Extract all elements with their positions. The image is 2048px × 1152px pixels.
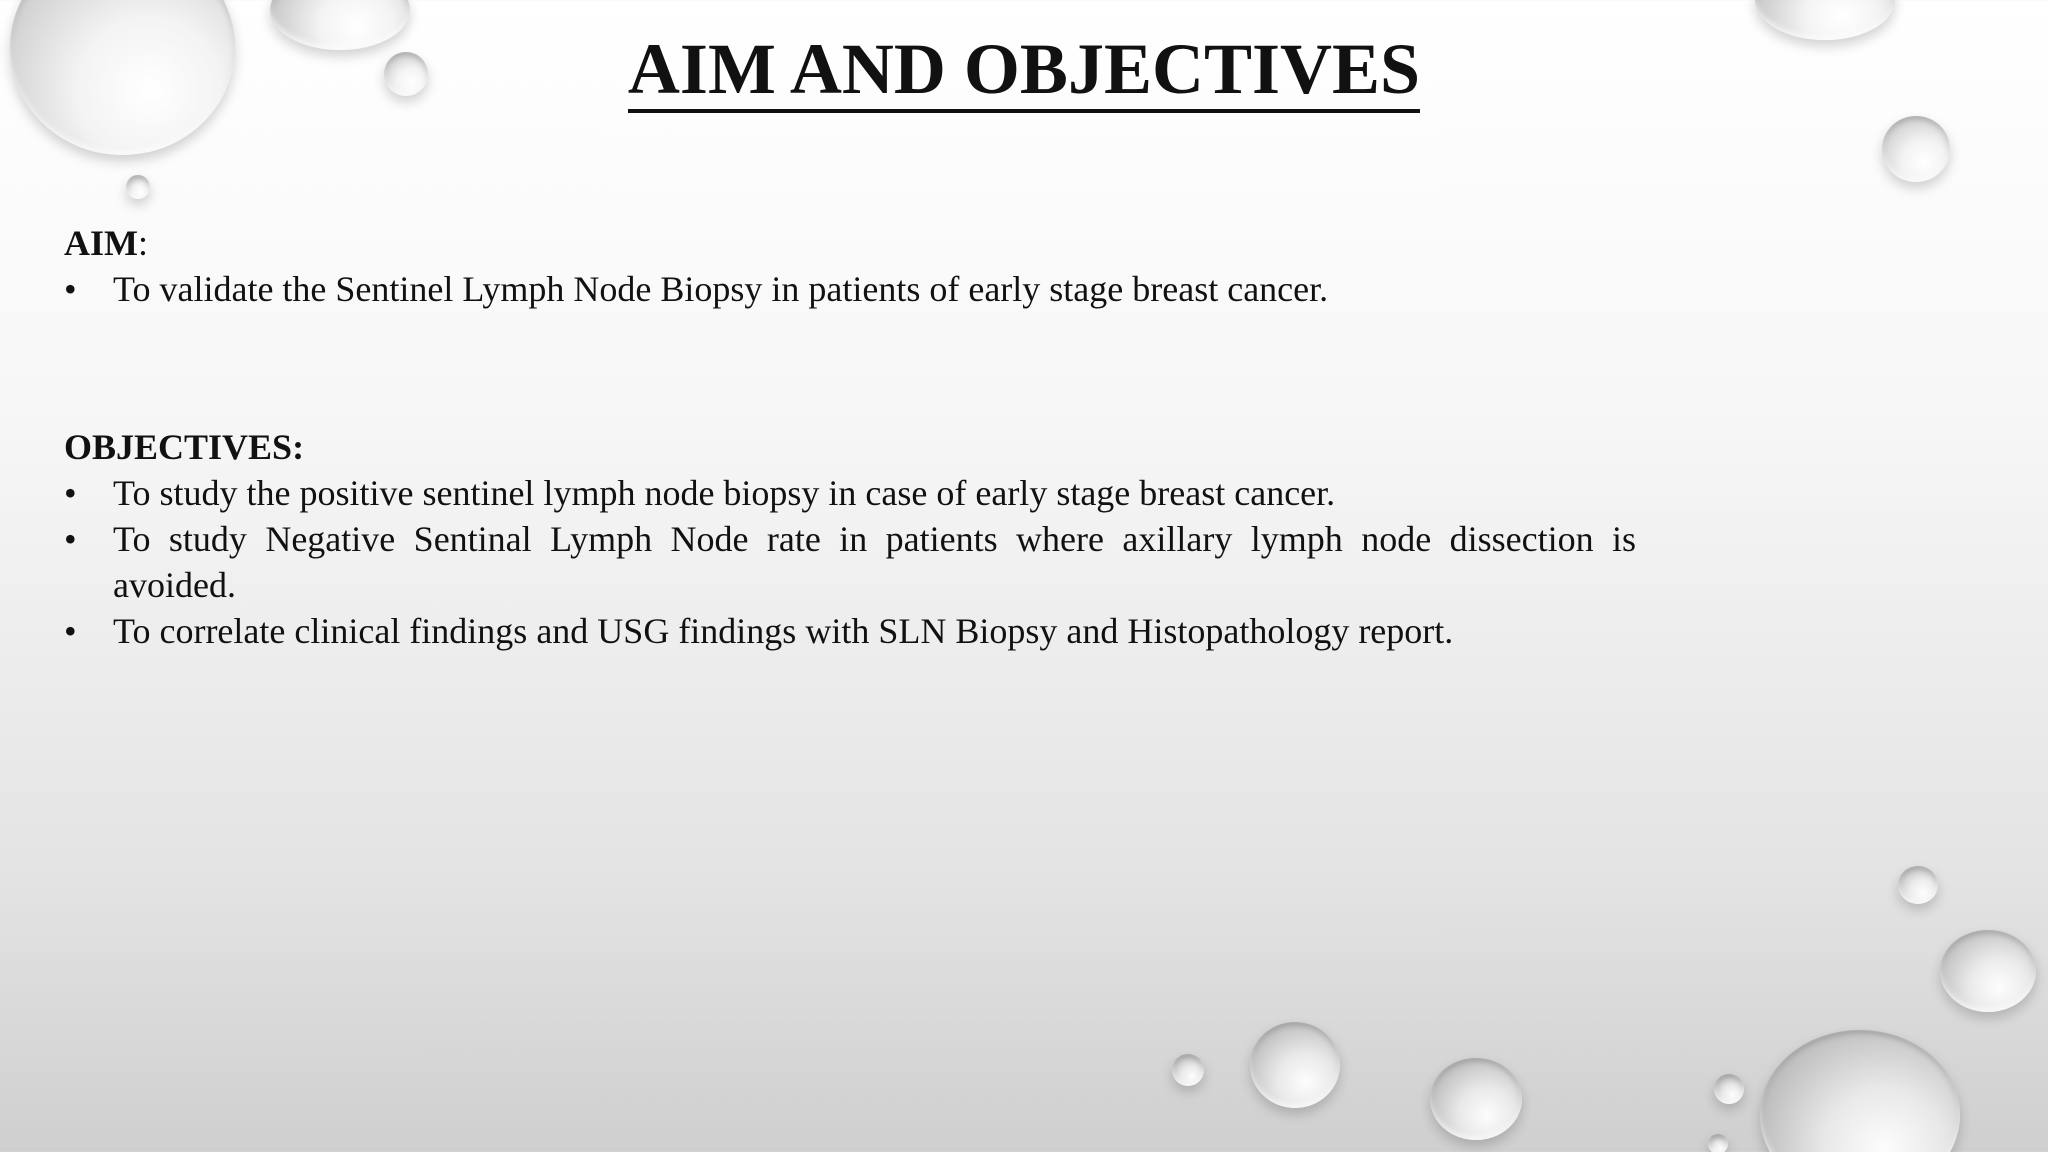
water-drop-decoration bbox=[1430, 1058, 1522, 1140]
aim-item-text: To validate the Sentinel Lymph Node Biopsy in patients of early stage breast cancer. bbox=[113, 269, 1329, 309]
aim-item bbox=[64, 266, 1636, 312]
aim-list bbox=[64, 266, 1636, 312]
water-drop-decoration bbox=[1898, 866, 1938, 904]
water-drop-decoration bbox=[1940, 930, 2036, 1012]
water-drop-decoration bbox=[126, 175, 150, 199]
objectives-list bbox=[64, 470, 1636, 654]
objective-item bbox=[64, 608, 1636, 654]
objective-item bbox=[64, 470, 1636, 516]
bullet-icon: • bbox=[64, 519, 77, 559]
aim-heading-colon: : bbox=[138, 223, 149, 263]
objective-item bbox=[64, 516, 1636, 608]
water-drop-decoration bbox=[1250, 1022, 1340, 1108]
water-drop-decoration bbox=[1172, 1054, 1204, 1086]
aim-heading-label: AIM bbox=[64, 223, 138, 263]
bullet-icon: • bbox=[64, 473, 77, 513]
water-drop-decoration bbox=[1760, 1030, 1960, 1152]
bullet-icon: • bbox=[64, 269, 77, 309]
objectives-heading: OBJECTIVES: bbox=[64, 427, 305, 467]
water-drop-decoration bbox=[1708, 1134, 1728, 1152]
water-drop-decoration bbox=[1882, 116, 1950, 182]
bullet-icon: • bbox=[64, 611, 77, 651]
objective-item-text: To study Negative Sentinal Lymph Node rate in patients where axillary lymph node dissection is avoided. bbox=[113, 519, 1636, 605]
slide-title-text: AIM AND OBJECTIVES bbox=[628, 29, 1420, 113]
slide-title bbox=[0, 29, 2048, 109]
water-drop-decoration bbox=[1714, 1074, 1744, 1104]
objective-item-text: To study the positive sentinel lymph node biopsy in case of early stage breast cancer. bbox=[113, 473, 1336, 513]
objective-item-text: To correlate clinical findings and USG findings with SLN Biopsy and Histopathology report. bbox=[113, 611, 1454, 651]
slide-body bbox=[64, 220, 1636, 654]
aim-heading bbox=[64, 220, 1636, 266]
